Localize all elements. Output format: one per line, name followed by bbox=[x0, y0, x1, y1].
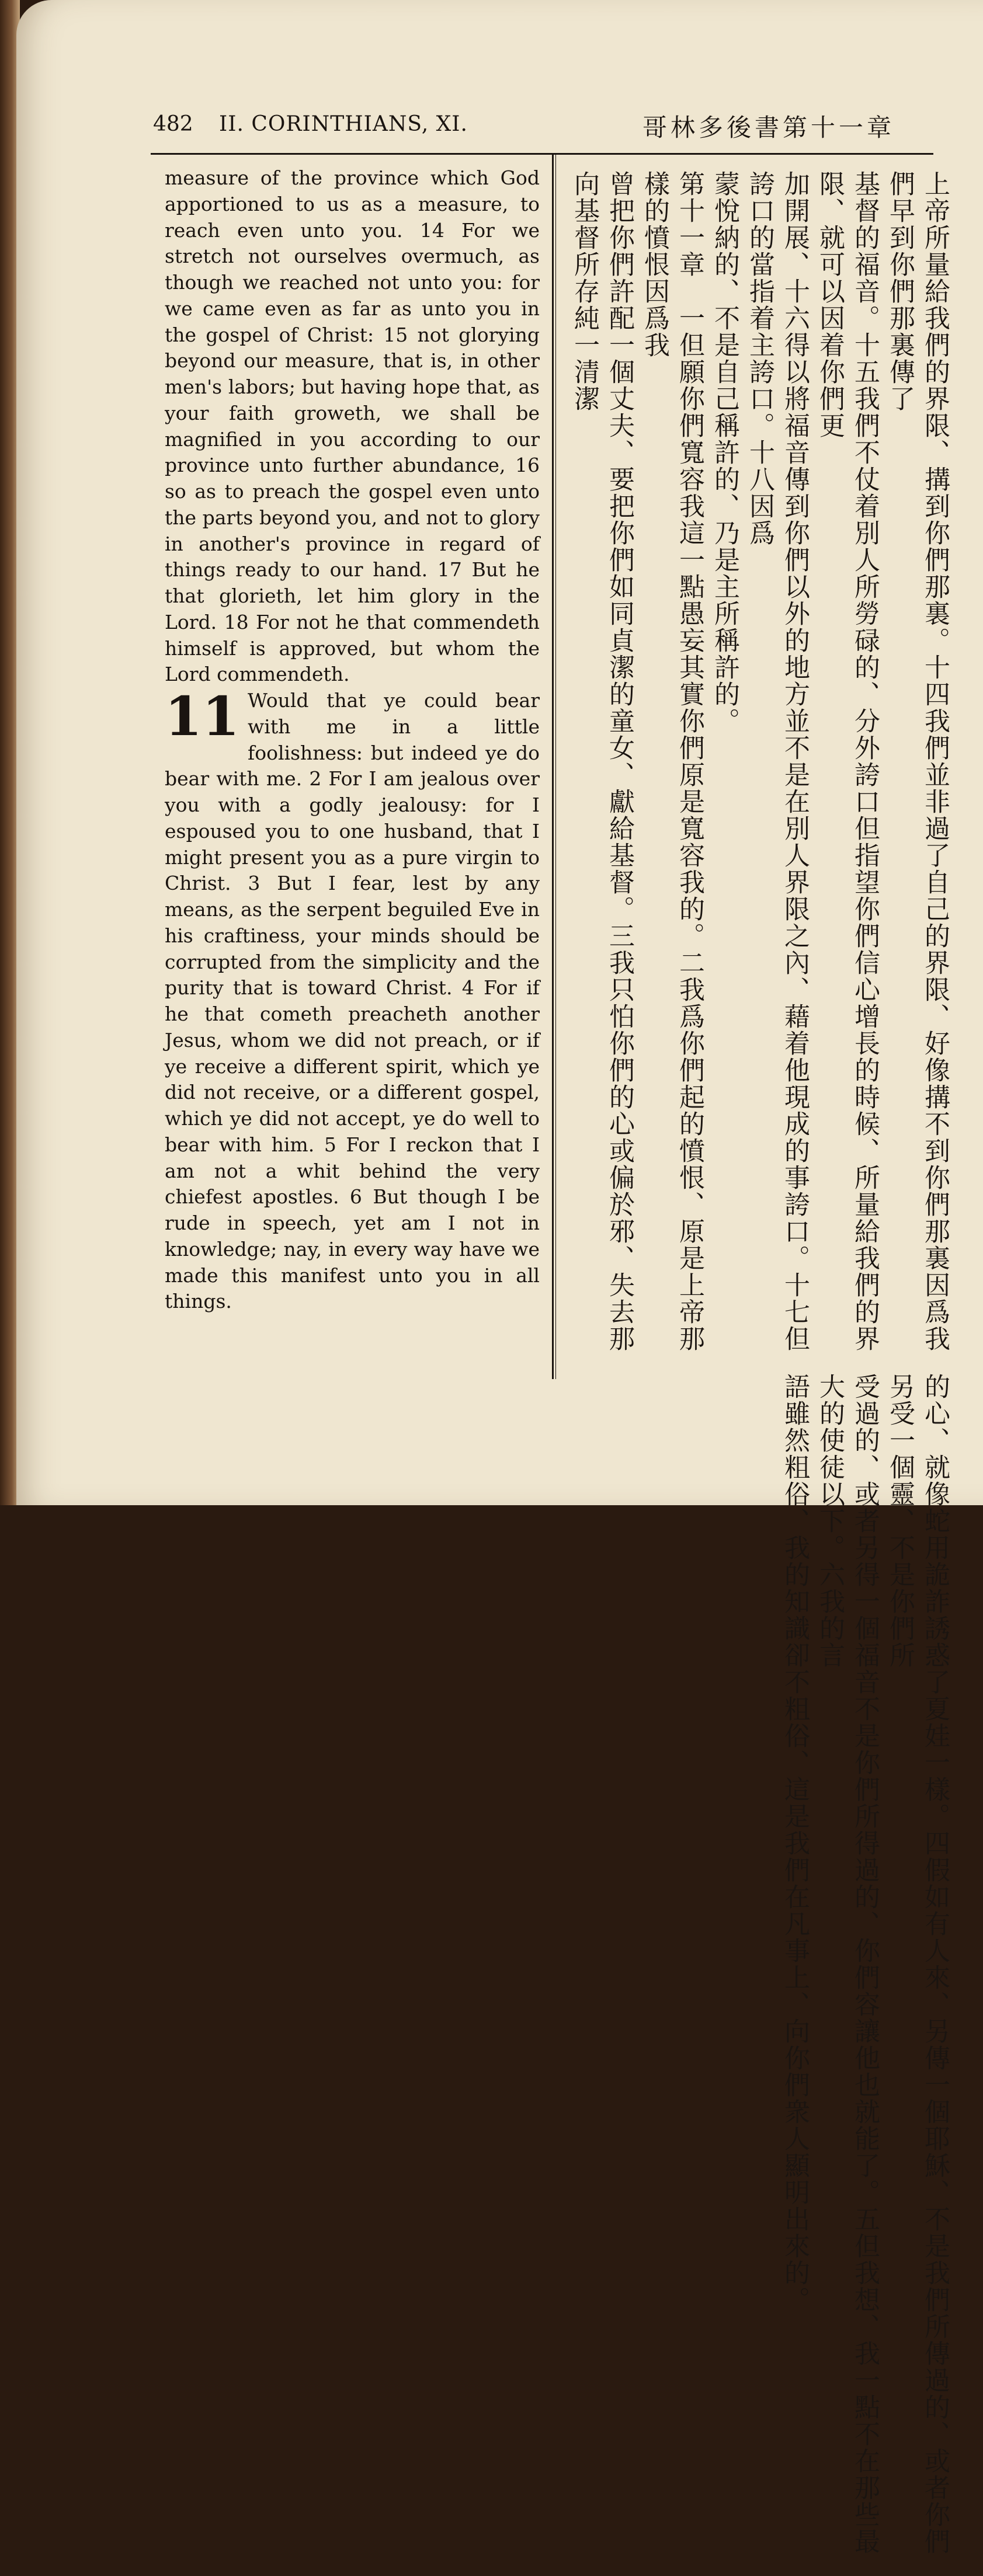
english-paragraph-ch11 bbox=[165, 685, 540, 1315]
chinese-column: 蒙悅納的、不是自己稱許的、乃是主所稱許的。 bbox=[710, 170, 739, 734]
english-paragraph-ch10: measure of the province which God apportioned to us as a measure, to reach even unto you. 14 For we stretch not ourselves overmuch, as though we reached not unto you: for we came even as far as unto you in the gospel of Christ: 15 not glorying beyond our measure, that is, in other men's labors; but having hope that, as your faith groweth, we shall be magnified in you according to our province unto further abundance, 16 so as to preach the gospel even unto the parts beyond you, and not to glory in another's province in regard of things ready to our hand. 17 But he that glorieth, let him glory in the Lord. 18 For not he that commendeth himself is approved, but whom the Lord commendeth. bbox=[165, 166, 540, 686]
running-title-chinese: 哥林多後書第十一章 bbox=[642, 113, 895, 142]
column-divider bbox=[552, 153, 554, 1379]
chapter-number: 11 bbox=[165, 685, 240, 748]
chinese-column: 上帝所量給我們的界限、搆到你們那裏。十四我們並非過了自己的界限、好像搆不到你們那裏因爲我們早到你們那裏傳了 bbox=[885, 170, 950, 1352]
english-chapter11-text: Would that ye could bear with me in a little foolishness: but indeed ye do bear with me. 2 For I am jealous over you with a godly jealousy: for I espoused you to one husband, that I might present you as a pure virgin to Christ. 3 But I fear, lest by any means, as the serpent beguiled Eve in his craftiness, your minds should be corrupted from the simplicity and the purity that is toward Christ. 4 For if he that cometh preacheth another Jesus, whom we did not preach, or if ye receive a different spirit, which ye did not receive, or a different gospel, which ye did not accept, ye do well to bear with him. 5 For I reckon that I am not a whit behind the very chiefest apostles. 6 But though I be rude in speech, yet am I not in knowledge; nay, in every way have we made this manifest unto you in all things. bbox=[165, 689, 540, 1313]
english-text-column bbox=[165, 165, 540, 1315]
chinese-column: 加開展、十六得以將福音傳到你們以外的地方並不是在別人界限之內、藉着他現成的事誇口。十七但誇口的當指着主誇口。十八因爲 bbox=[745, 170, 810, 1352]
running-title: II. CORINTHIANS, XI. bbox=[219, 112, 468, 136]
page-header bbox=[0, 105, 983, 140]
header-rule bbox=[151, 153, 933, 155]
chinese-column: 基督的福音。十五我們不仗着別人所勞碌的、分外誇口但指望你們信心增長的時候、所量給我們的界限、就可以因着你們更 bbox=[815, 170, 880, 1352]
chinese-column: 受過的、或者另得一個福音不是你們所得過的、你們容讓他也就能了。五但我想、我一點不在那些最大的使徒以下。六我的言 bbox=[815, 1373, 880, 2555]
column-divider-thin bbox=[555, 153, 556, 1379]
page-number: 482 bbox=[153, 112, 193, 136]
chinese-column: 的心、就像蛇用詭詐誘惑了夏娃一樣。四假如有人來、另傳一個耶穌、不是我們所傳過的、或者你們另受一個靈、不是你們所 bbox=[885, 1373, 950, 2555]
chinese-text-column bbox=[567, 170, 952, 2555]
chinese-column: 語雖然粗俗、我的知識卻不粗俗、這是我們在凡事上、向你們衆人顯明出來的。 bbox=[780, 1373, 810, 2313]
chinese-column: 曾把你們許配一個丈夫、要把你們如同貞潔的童女、獻給基督。三我只怕你們的心或偏於邪、失去那向基督所存純一清潔 bbox=[569, 170, 634, 1352]
chinese-column: 第十一章 一但願你們寬容我這一點愚妄其實你們原是寬容我的。二我爲你們起的憤恨、原是上帝那樣的憤恨因爲我 bbox=[640, 170, 704, 1352]
